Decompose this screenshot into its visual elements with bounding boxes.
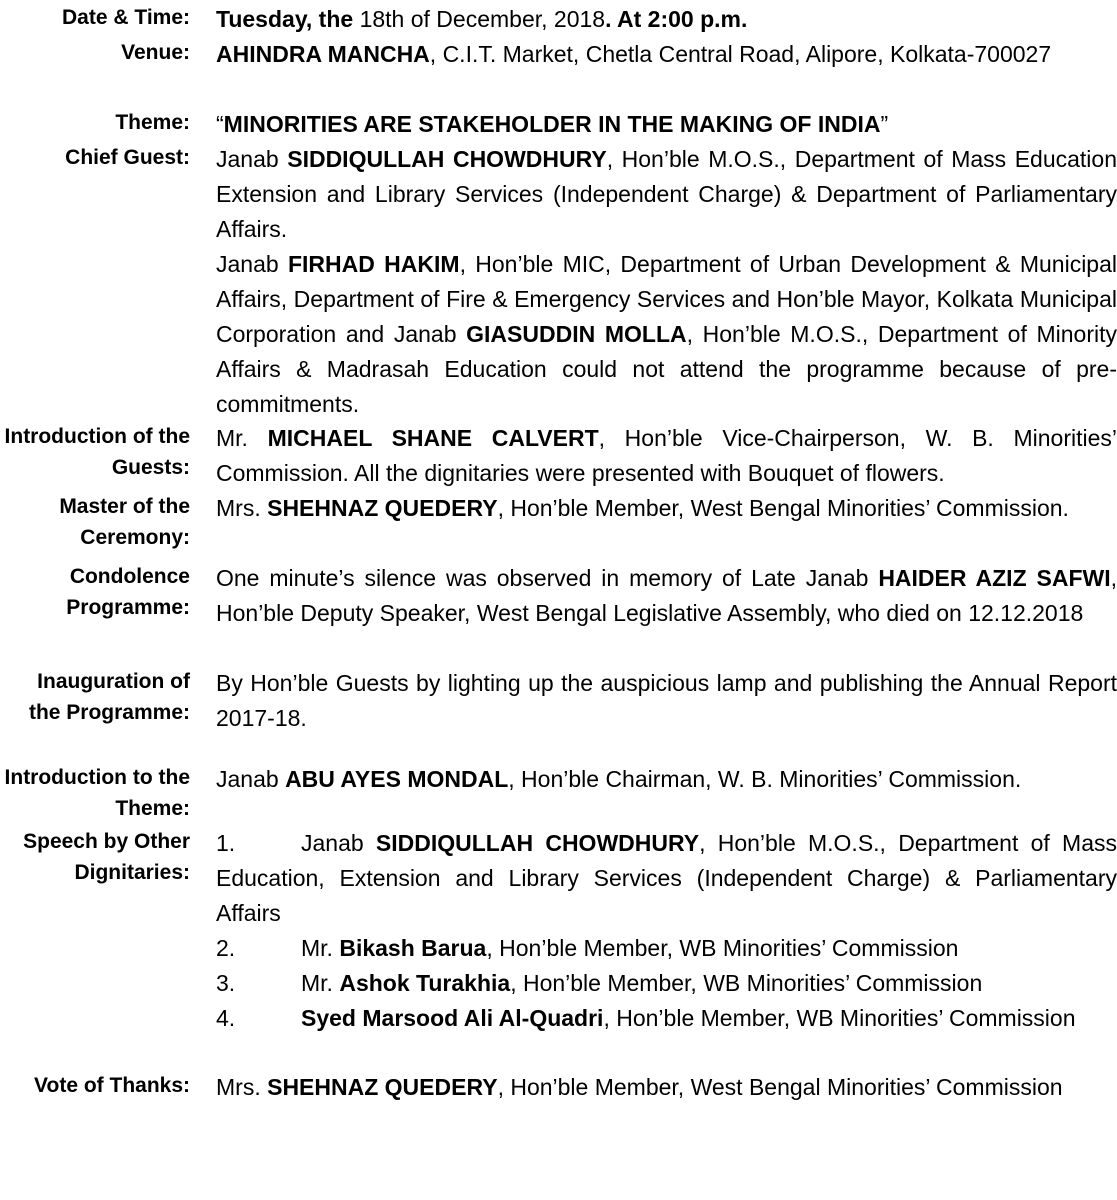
bold-text-segment: Ashok Turakhia (339, 970, 511, 996)
text-segment: , Hon’ble Member, WB Minorities’ Commission (603, 1005, 1076, 1031)
text-segment: Mrs. (216, 495, 268, 521)
bold-text-segment: FIRHAD HAKIM (287, 251, 460, 277)
list-item (216, 1001, 1117, 1036)
text-segment: Mr. (301, 970, 340, 996)
content-master-of-ceremony (216, 491, 1117, 526)
label-theme: Theme: (115, 111, 190, 134)
text-segment: ” (880, 111, 889, 137)
content-introduction-theme (216, 762, 1117, 797)
label-introduction-guests: Introduction of the Guests: (4, 425, 190, 479)
list-item (216, 966, 1117, 1001)
content-absent-guests (216, 247, 1117, 422)
label-condolence: Condolence Programme: (66, 565, 190, 619)
bold-text-segment: AHINDRA MANCHA (216, 41, 430, 67)
bold-text-segment: . At 2:00 p.m. (605, 6, 748, 32)
bold-text-segment: SIDDIQULLAH CHOWDHURY (287, 146, 607, 172)
text-segment: , Hon’ble M.O.S., Department of Mass Education, Extension and Library Services (Independent Charge) & Parliamentary Affairs (216, 830, 1117, 926)
list-item-number: 2. (216, 935, 236, 961)
label-chief-guest: Chief Guest: (65, 146, 190, 169)
content-introduction-guests (216, 421, 1117, 491)
text-segment: , Hon’ble M.O.S., Department of Mass Education Extension and Library Services (Independent Charge) & Department of Parliamentary Affairs. (216, 146, 1117, 242)
text-segment: , Hon’ble Chairman, W. B. Minorities’ Commission. (508, 766, 1022, 792)
list-item (216, 931, 1117, 966)
text-segment: Janab (301, 830, 376, 856)
text-segment: , Hon’ble Member, West Bengal Minorities’ Commission (497, 1074, 1063, 1100)
text-segment: Janab (216, 251, 288, 277)
content-date-time (216, 2, 1117, 37)
text-segment: 18th of December, 2018 (353, 6, 606, 32)
bold-text-segment: MINORITIES ARE STAKEHOLDER IN THE MAKING OF INDIA (223, 111, 881, 137)
bold-text-segment: MICHAEL SHANE CALVERT (267, 425, 599, 451)
bold-text-segment: SHEHNAZ QUEDERY (267, 495, 498, 521)
content-chief-guest (216, 142, 1117, 247)
text-segment: By Hon’ble Guests by lighting up the auspicious lamp and publishing the Annual Report 2017-18. (216, 670, 1117, 731)
text-segment: Mr. (216, 425, 268, 451)
content-vote-of-thanks (216, 1070, 1117, 1105)
list-item-number: 1. (216, 830, 236, 856)
bold-text-segment: Syed Marsood Ali Al-Quadri (301, 1005, 604, 1031)
text-segment: , Hon’ble Deputy Speaker, West Bengal Legislative Assembly, who died on 12.12.2018 (216, 565, 1117, 626)
label-master-of-ceremony: Master of the Ceremony: (59, 495, 190, 549)
label-speeches: Speech by Other Dignitaries: (23, 830, 190, 884)
bold-text-segment: HAIDER AZIZ SAFWI (878, 565, 1111, 591)
text-segment: One minute’s silence was observed in memory of Late Janab (216, 565, 879, 591)
text-segment: “ (216, 111, 224, 137)
bold-text-segment: ABU AYES MONDAL (285, 766, 509, 792)
label-date-time: Date & Time: (62, 6, 190, 29)
text-segment: Mr. (301, 935, 340, 961)
list-item (216, 826, 1117, 931)
bold-text-segment: Tuesday, the (216, 6, 354, 32)
text-segment: , Hon’ble Member, WB Minorities’ Commission (510, 970, 983, 996)
bold-text-segment: Bikash Barua (339, 935, 487, 961)
text-segment: , Hon’ble Member, West Bengal Minorities’ Commission. (497, 495, 1069, 521)
text-segment: Janab (216, 766, 286, 792)
content-speeches (216, 826, 1117, 1036)
text-segment: , Hon’ble MIC, Department of Urban Development & Municipal Affairs, Department of Fire & Emergency Services and Hon’ble Mayor, Kolkata Municipal Corporation and Janab (216, 251, 1117, 347)
bold-text-segment: SIDDIQULLAH CHOWDHURY (375, 830, 700, 856)
label-introduction-theme: Introduction to the Theme: (4, 766, 190, 820)
content-venue (216, 37, 1117, 72)
content-theme (216, 107, 1117, 142)
bold-text-segment: SHEHNAZ QUEDERY (267, 1074, 498, 1100)
text-segment: Janab (216, 146, 288, 172)
bold-text-segment: GIASUDDIN MOLLA (466, 321, 687, 347)
text-segment: , Hon’ble Member, WB Minorities’ Commission (486, 935, 959, 961)
text-segment: , Hon’ble M.O.S., Department of Minority Affairs & Madrasah Education could not attend the programme because of pre-commitments. (216, 321, 1117, 417)
text-segment: , Hon’ble Vice-Chairperson, W. B. Minorities’ Commission. All the dignitaries were presented with Bouquet of flowers. (216, 425, 1117, 486)
content-inauguration (216, 666, 1117, 736)
text-segment: Mrs. (216, 1074, 268, 1100)
content-condolence (216, 561, 1117, 631)
label-inauguration: Inauguration of the Programme: (28, 670, 190, 724)
list-item-number: 3. (216, 970, 236, 996)
label-venue: Venue: (121, 41, 190, 64)
label-vote-of-thanks: Vote of Thanks: (34, 1074, 190, 1097)
text-segment: , C.I.T. Market, Chetla Central Road, Alipore, Kolkata-700027 (429, 41, 1052, 67)
list-item-number: 4. (216, 1005, 236, 1031)
